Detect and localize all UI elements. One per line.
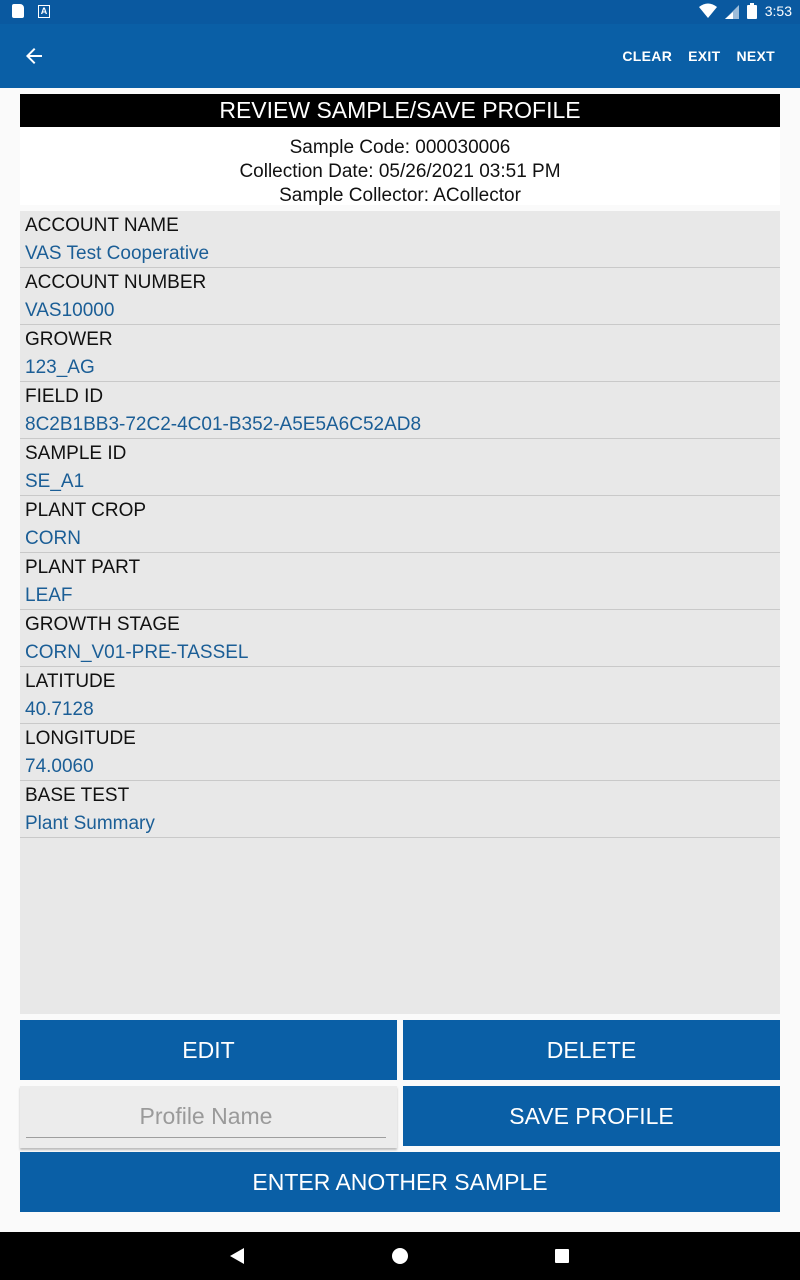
nav-home-icon[interactable] xyxy=(392,1248,408,1264)
sample-field-list[interactable] xyxy=(20,211,780,1014)
field-label: FIELD ID xyxy=(25,386,104,407)
field-value: VAS Test Cooperative xyxy=(25,243,210,264)
profile-name-input[interactable] xyxy=(26,1096,386,1138)
enter-another-sample-button[interactable]: ENTER ANOTHER SAMPLE xyxy=(20,1152,780,1212)
app-toolbar xyxy=(0,24,800,88)
field-value: LEAF xyxy=(25,585,73,606)
list-item-base-test xyxy=(20,781,780,838)
status-bar xyxy=(0,0,800,24)
collection-date: Collection Date: 05/26/2021 03:51 PM xyxy=(239,161,561,182)
list-item-latitude xyxy=(20,667,780,724)
field-label: PLANT CROP xyxy=(25,500,147,521)
field-label: PLANT PART xyxy=(25,557,141,578)
field-value: CORN xyxy=(25,528,81,549)
list-item-field-id xyxy=(20,382,780,439)
a-notification-icon: A xyxy=(38,5,50,18)
page-title: REVIEW SAMPLE/SAVE PROFILE xyxy=(20,94,780,127)
nav-recents-icon[interactable] xyxy=(555,1249,569,1263)
list-item-account-number xyxy=(20,268,780,325)
field-value: 40.7128 xyxy=(25,699,94,720)
save-profile-button[interactable]: SAVE PROFILE xyxy=(403,1086,780,1146)
list-item-growth-stage xyxy=(20,610,780,667)
clear-button[interactable]: CLEAR xyxy=(622,48,673,64)
sample-collector: Sample Collector: ACollector xyxy=(279,185,521,206)
list-item-grower xyxy=(20,325,780,382)
field-value: 123_AG xyxy=(25,357,95,378)
nav-back-icon[interactable] xyxy=(230,1248,244,1264)
edit-button[interactable]: EDIT xyxy=(20,1020,397,1080)
signal-icon xyxy=(725,3,739,19)
field-label: SAMPLE ID xyxy=(25,443,127,464)
list-item-plant-crop xyxy=(20,496,780,553)
field-value: 8C2B1BB3-72C2-4C01-B352-A5E5A6C52AD8 xyxy=(25,414,422,435)
sample-info xyxy=(20,127,780,205)
field-label: LATITUDE xyxy=(25,671,116,692)
system-nav-bar xyxy=(0,1232,800,1280)
field-label: BASE TEST xyxy=(25,785,130,806)
delete-button[interactable]: DELETE xyxy=(403,1020,780,1080)
field-label: ACCOUNT NUMBER xyxy=(25,272,207,293)
profile-name-container xyxy=(20,1086,397,1148)
wifi-icon xyxy=(699,3,717,19)
status-time: 3:53 xyxy=(764,3,792,19)
list-item-longitude xyxy=(20,724,780,781)
list-item-account-name xyxy=(20,211,780,268)
exit-button[interactable]: EXIT xyxy=(688,48,721,64)
list-item-plant-part xyxy=(20,553,780,610)
battery-icon xyxy=(747,3,757,19)
field-label: LONGITUDE xyxy=(25,728,136,749)
field-label: GROWTH STAGE xyxy=(25,614,180,635)
field-value: CORN_V01-PRE-TASSEL xyxy=(25,642,249,663)
sd-card-icon xyxy=(12,4,24,18)
field-label: GROWER xyxy=(25,329,113,350)
arrow-left-icon[interactable] xyxy=(22,44,46,68)
field-label: ACCOUNT NAME xyxy=(25,215,179,236)
field-value: 74.0060 xyxy=(25,756,94,777)
field-value: SE_A1 xyxy=(25,471,85,492)
list-item-sample-id xyxy=(20,439,780,496)
field-value: Plant Summary xyxy=(25,813,155,834)
next-button[interactable]: NEXT xyxy=(736,48,775,64)
field-value: VAS10000 xyxy=(25,300,115,321)
sample-code: Sample Code: 000030006 xyxy=(289,137,511,158)
